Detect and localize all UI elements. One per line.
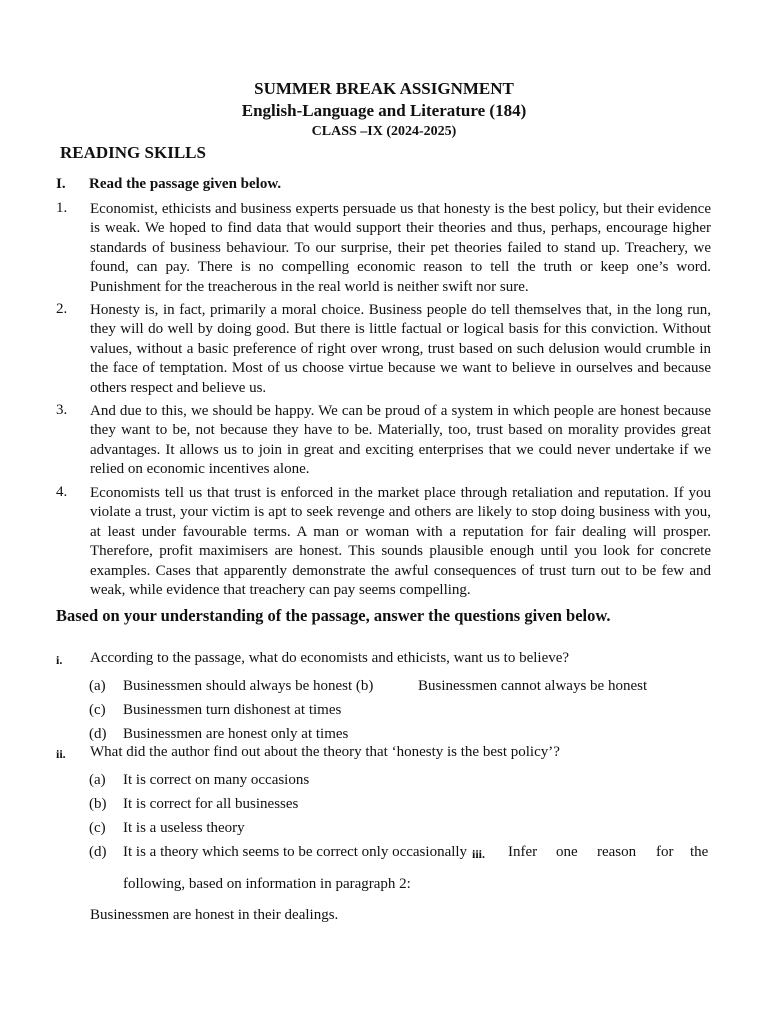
section-heading: READING SKILLS — [60, 143, 206, 162]
q3-word-1: Infer — [508, 844, 538, 860]
paragraph-4-number: 4. — [56, 484, 68, 500]
q1-option-a-label: (a) — [89, 678, 106, 694]
q1-option-d-label: (d) — [89, 726, 107, 742]
class-title: CLASS –IX (2024-2025) — [311, 124, 457, 139]
instruction-number: I. — [56, 176, 66, 192]
paragraph-1-text: Economist, ethicists and business experts persuade us that honesty is the best policy, but their evidence is weak. We hoped to find data that would support their theories and thus, perhaps, encourage higher standards of business behaviour. To our surprise, their pet theories failed to stand up. Treachery, we found, can pay. There is no compelling economic reason to tell the truth or keep one’s word. Punishment for the treacherous in the real world is neither swift nor sure. — [90, 201, 711, 295]
paragraph-1-number: 1. — [56, 200, 68, 216]
q2-option-d-text: It is a theory which seems to be correct only occasionally — [123, 844, 468, 860]
q1-option-c-text: Businessmen turn dishonest at times — [123, 702, 342, 718]
question-2-number: ii. — [56, 747, 66, 761]
question-3-text-continued: following, based on information in paragraph 2: — [123, 876, 411, 892]
paragraph-3-text: And due to this, we should be happy. We can be proud of a system in which people are honest because they want to be, not because they have to be. Materially, too, trust based on morality provides great advantages. It allows us to join in great and exciting enterprises that we could never undertake if we relied on economic incentives alone. — [90, 403, 711, 478]
q1-option-c-label: (c) — [89, 702, 106, 718]
questions-heading: Based on your understanding of the passage, answer the questions given below. — [56, 606, 611, 625]
paragraph-2-text: Honesty is, in fact, primarily a moral choice. Business people do tell themselves that, in the long run, they will do well by doing good. But there is little factual or logical basis for this conviction. Without values, without a basic preference of right over wrong, trust based on such delusion would crumble in the face of temptation. Most of us choose virtue because we want to believe in ourselves and because others respect and believe us. — [90, 302, 711, 396]
q2-option-c-text: It is a useless theory — [123, 820, 245, 836]
q2-option-d-label: (d) — [89, 844, 107, 860]
q2-option-a-label: (a) — [89, 772, 106, 788]
q1-option-b-text: Businessmen cannot always be honest — [418, 678, 648, 694]
q2-option-b-text: It is correct for all businesses — [123, 796, 299, 812]
paragraph-3-number: 3. — [56, 402, 68, 418]
q3-word-2: one — [556, 844, 578, 860]
assignment-title: SUMMER BREAK ASSIGNMENT — [254, 79, 514, 98]
q3-word-3: reason — [597, 844, 637, 860]
question-2-text: What did the author find out about the theory that ‘honesty is the best policy’? — [90, 744, 560, 760]
q3-word-4: for — [656, 844, 674, 860]
q2-option-b-label: (b) — [89, 796, 107, 812]
q3-word-5: the — [690, 844, 709, 860]
subject-title: English-Language and Literature (184) — [241, 101, 527, 120]
q1-option-a-text: Businessmen should always be honest (b) — [123, 678, 374, 694]
question-1-text: According to the passage, what do economists and ethicists, want us to believe? — [90, 650, 570, 666]
question-1-number: i. — [56, 653, 63, 667]
q2-option-c-label: (c) — [89, 820, 106, 836]
q1-option-d-text: Businessmen are honest only at times — [123, 726, 349, 742]
question-3-statement: Businessmen are honest in their dealings. — [90, 907, 339, 923]
paragraph-2-number: 2. — [56, 301, 68, 317]
instruction-text: Read the passage given below. — [89, 176, 282, 192]
paragraph-4-text: Economists tell us that trust is enforced in the market place through retaliation and reputation. If you violate a trust, your victim is apt to seek revenge and others are likely to stop doing business with you, at least under favourable terms. A man or woman with a reputation for fair dealing will prosper. Therefore, profit maximisers are honest. This sounds plausible enough until you look for concrete examples. Cases that apparently demonstrate the awful consequences of trust turn out to be few and weak, while evidence that treachery can pay seems compelling. — [90, 485, 711, 599]
question-3-number: iii. — [472, 847, 486, 861]
q2-option-a-text: It is correct on many occasions — [123, 772, 310, 788]
